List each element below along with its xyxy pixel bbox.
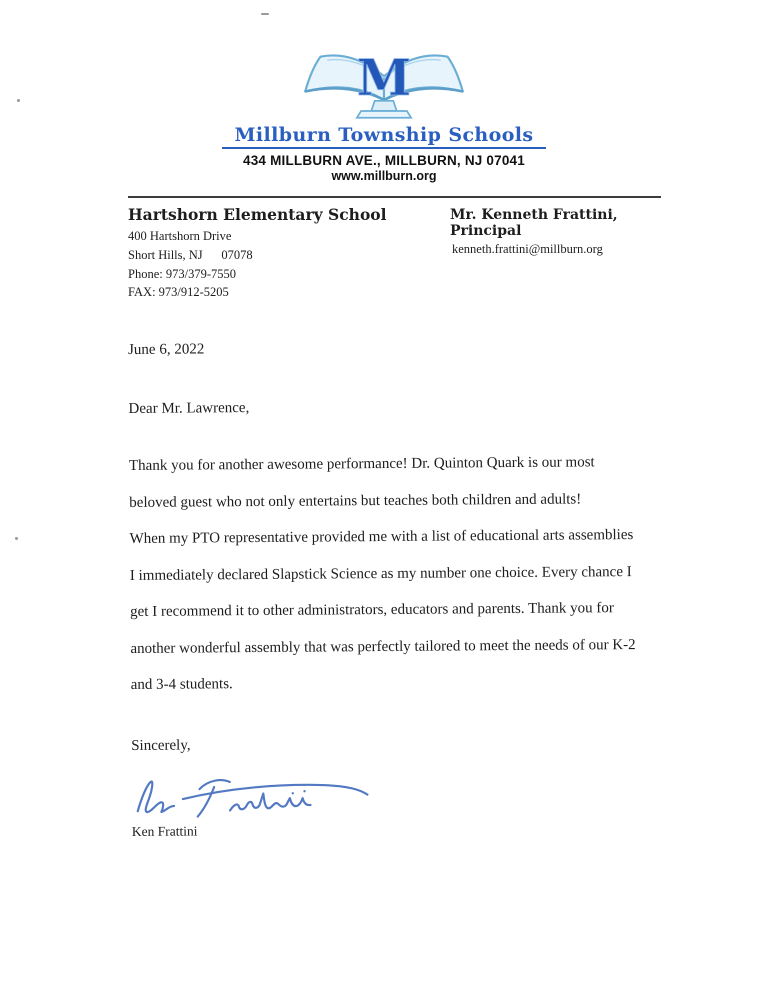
body-line: get I recommend it to other administrators, educators and parents. Thank you for <box>130 600 614 620</box>
scan-artifact <box>15 537 18 540</box>
body-line: beloved guest who not only entertains but teaches both children and adults! <box>129 490 582 511</box>
scan-artifact <box>261 13 269 15</box>
body-line: Thank you for another awesome performance! Dr. Quinton Quark is our most <box>128 454 595 474</box>
letter-content <box>128 196 678 840</box>
school-fax: FAX: 973/912-5205 <box>128 285 229 300</box>
scan-artifact <box>17 99 20 102</box>
closing: Sincerely, <box>131 737 191 754</box>
logo-letter-m: M <box>356 48 412 107</box>
letterhead-divider <box>128 196 661 198</box>
school-name: Hartshorn Elementary School <box>128 205 387 224</box>
handwritten-signature <box>125 765 681 823</box>
open-book-icon <box>269 44 499 122</box>
body-line: and 3-4 students. <box>130 676 233 693</box>
principal-email: kenneth.frattini@millburn.org <box>452 242 603 256</box>
district-name: Millburn Township Schools <box>222 124 545 149</box>
school-contact <box>128 205 387 302</box>
district-address: 434 MILLBURN AVE., MILLBURN, NJ 07041 <box>243 153 525 168</box>
contact-block <box>128 205 678 302</box>
principal-name: Mr. Kenneth Frattini, Principal <box>450 207 618 239</box>
letter-body <box>128 338 682 840</box>
school-city: Short Hills, NJ 07078 <box>128 247 253 262</box>
signature-icon <box>125 768 375 824</box>
letter-paragraph <box>129 444 681 704</box>
district-website: www.millburn.org <box>331 169 437 183</box>
body-line: I immediately declared Slapstick Science as my number one choice. Every chance I <box>129 563 632 584</box>
school-logo <box>0 44 768 122</box>
signature-name: Ken Frattini <box>131 822 198 839</box>
letter-date: June 6, 2022 <box>128 341 205 358</box>
body-line: When my PTO representative provided me with a list of educational arts assemblies <box>129 527 634 547</box>
school-phone: Phone: 973/379-7550 <box>128 266 236 281</box>
body-line: another wonderful assembly that was perfectly tailored to meet the needs of our K-2 <box>130 636 636 657</box>
salutation: Dear Mr. Lawrence, <box>128 400 250 417</box>
school-street: 400 Hartshorn Drive <box>128 229 232 243</box>
letterhead <box>0 0 768 183</box>
principal-contact <box>450 205 678 302</box>
